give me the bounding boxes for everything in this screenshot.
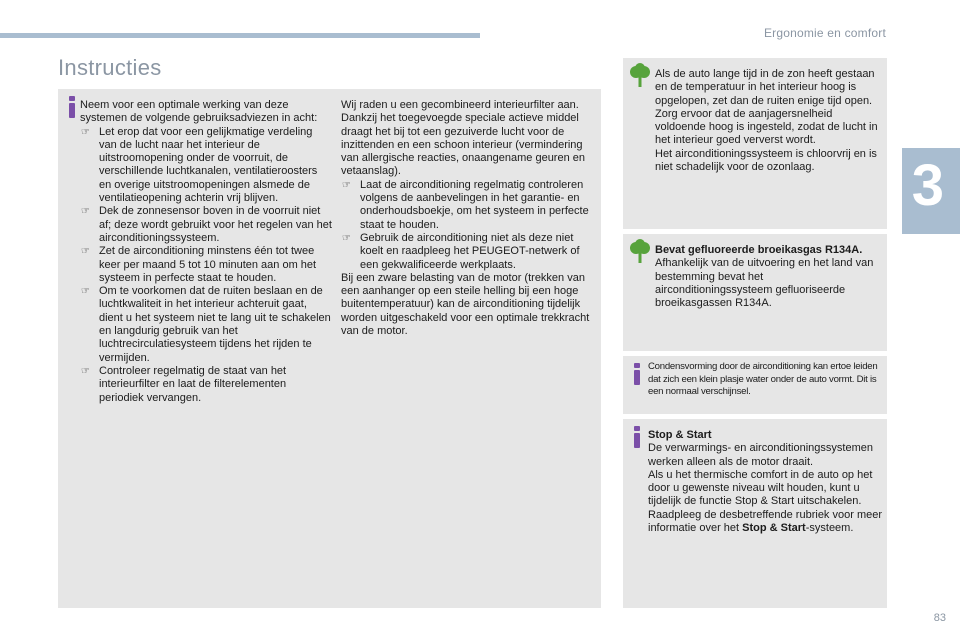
eco-note-paragraph: Zorg ervoor dat de aanjagersnelheid voldoende hoog is ingesteld, zodat de lucht in het interieur goed ververst wordt.	[655, 107, 878, 147]
eco-note-title: Bevat gefluoreerde broeikasgas R134A.	[655, 244, 863, 256]
eco-note-text	[655, 68, 883, 174]
tree-icon	[628, 63, 652, 87]
eco-note-paragraph: Het airconditioningssysteem is chloorvrij en is niet schadelijk voor de ozonlaag.	[655, 147, 877, 174]
info-icon	[630, 426, 644, 448]
page-number: 83	[933, 612, 946, 624]
info-note-text-span: -systeem.	[805, 522, 854, 535]
instructions-left-column	[80, 99, 332, 405]
left-bullet-list	[80, 126, 332, 405]
list-item: ☞ Zet de airconditioning minstens één tot twee keer per maand 5 tot 10 minuten aan om het systeem in perfecte staat te houden.	[80, 245, 332, 285]
info-note-paragraph: Als u het thermische comfort in de auto op het door u gewenste niveau wilt houden, kunt u tijdelijk de functie Stop & Start uitschakelen.	[648, 468, 873, 508]
list-item: ☞ Laat de airconditioning regelmatig controleren volgens de aanbevelingen in het garantie- en onderhoudsboekje, om het systeem in perfecte staat te houden.	[341, 179, 596, 232]
info-note-paragraph: De verwarmings- en airconditioningssystemen werken alleen als de motor draait.	[648, 442, 873, 468]
eco-note-paragraph: Afhankelijk van de uitvoering en het land van bestemming bevat het airconditioningssysteem gefluoriseerde broeikasgassen R134A.	[655, 257, 874, 310]
info-note-text	[648, 429, 884, 535]
instructions-middle-column	[341, 99, 596, 338]
info-icon	[630, 363, 644, 385]
page-title: Instructies	[58, 55, 162, 80]
stop-start-emphasis: Stop & Start	[742, 522, 806, 535]
info-note-paragraph	[648, 509, 884, 536]
list-item: ☞ Let erop dat voor een gelijkmatige verdeling van de lucht naar het interieur de uitstroomopening onder de voorruit, de verschillende luchtkanalen, ventilatieroosters en overige uitstroomopeningen alsmede de ventilatieopening achterin vrij blijven.	[80, 126, 332, 206]
chapter-number: 3	[911, 153, 944, 218]
info-note-text	[648, 361, 884, 399]
middle-bullet-list	[341, 179, 596, 272]
left-intro: Neem voor een optimale werking van deze systemen de volgende gebruiksadviezen in acht:	[80, 99, 318, 125]
info-note-paragraph: Condensvorming door de airconditioning kan ertoe leiden dat zich een klein plasje water onder de auto vormt. Dit is een normaal verschijnsel.	[648, 361, 878, 397]
info-note-title: Stop & Start	[648, 429, 712, 441]
list-item: ☞ Dek de zonnesensor boven in de voorruit niet af; deze wordt gebruikt voor het regelen van het airconditioningssysteem.	[80, 205, 332, 245]
list-item: ☞ Gebruik de airconditioning niet als deze niet koelt en raadpleeg het PEUGEOT-netwerk of een gekwalificeerde werkplaats.	[341, 232, 596, 272]
eco-note-text	[655, 244, 883, 310]
middle-intro: Wij raden u een gecombineerd interieurfilter aan. Dankzij het toegevoegde speciale actieve middel draagt het bij tot een gezuiverde lucht voor de inzittenden en een schoon interieur (vermindering van allergische reacties, onaangename geuren en vetaanslag).	[341, 99, 585, 178]
list-item: ☞ Om te voorkomen dat de ruiten beslaan en de luchtkwaliteit in het interieur achteruit gaat, dient u het systeem niet te lang uit te schakelen en langdurig gebruik van het luchtrecirculatiesysteem tijdens het rijden te vermijden.	[80, 285, 332, 365]
middle-outro: Bij een zware belasting van de motor (trekken van een aanhanger op een steile helling bij een hoge buitentemperatuur) kan de airconditioning tijdelijk worden uitgeschakeld voor een optimale trekkracht van de motor.	[341, 271, 590, 338]
list-item: ☞ Controleer regelmatig de staat van het interieurfilter en laat de filterelementen periodiek vervangen.	[80, 365, 332, 405]
info-note-text-span: Raadpleeg de desbetreffende rubriek voor meer informatie over het	[648, 508, 883, 535]
info-icon	[65, 96, 79, 118]
eco-note-paragraph: Als de auto lange tijd in de zon heeft gestaan en de temperatuur in het interieur hoog is opgelopen, zet dan de ruiten enige tijd open.	[655, 68, 875, 107]
header-accent-bar	[0, 33, 480, 38]
section-title: Ergonomie en comfort	[763, 26, 886, 40]
tree-icon	[628, 239, 652, 263]
